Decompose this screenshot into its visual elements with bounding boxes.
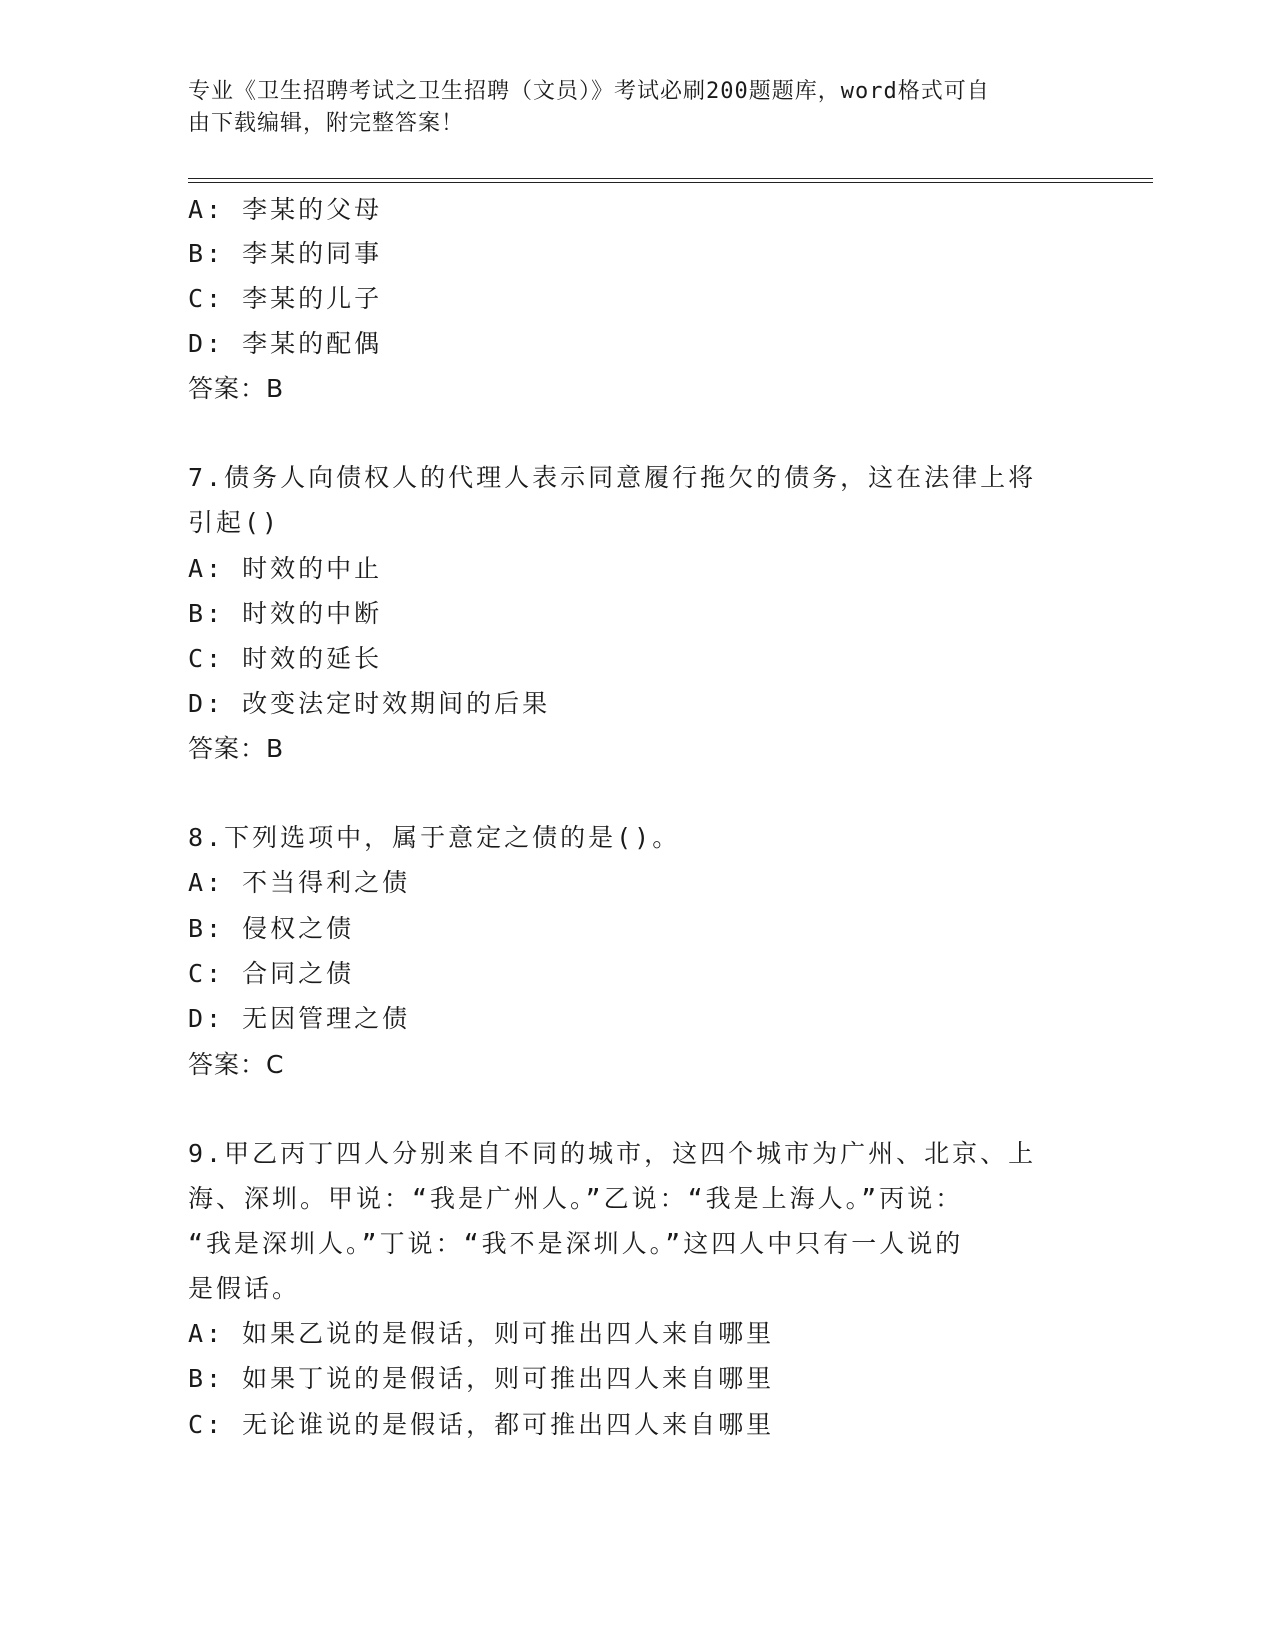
q8-answer: 答案：C [188,1050,285,1079]
q7-option-a: A: 时效的中止 [188,554,383,583]
q8-option-a: A: 不当得利之债 [188,868,411,897]
q8-option-c: C: 合同之债 [188,959,355,988]
header-divider-bottom [188,182,1153,183]
q9-stem-line-3: “我是深圳人。”丁说：“我不是深圳人。”这四人中只有一人说的 [188,1229,964,1258]
q6-option-d: D: 李某的配偶 [188,329,383,358]
q7-answer: 答案：B [188,734,285,763]
q7-stem-line-2: 引起() [188,508,281,537]
q6-option-b: B: 李某的同事 [188,239,383,268]
q6-answer: 答案：B [188,374,285,403]
q8-stem: 8.下列选项中，属于意定之债的是()。 [188,823,681,852]
q9-option-c: C: 无论谁说的是假话，都可推出四人来自哪里 [188,1410,775,1439]
q8-option-d: D: 无因管理之债 [188,1004,411,1033]
q6-option-a: A: 李某的父母 [188,195,383,224]
q9-stem-line-4: 是假话。 [188,1274,301,1303]
q8-option-b: B: 侵权之债 [188,914,355,943]
q7-option-c: C: 时效的延长 [188,644,383,673]
document-header [188,76,1068,140]
header-divider-top [188,178,1153,179]
header-line-2: 由下载编辑，附完整答案！ [188,111,465,136]
q7-option-b: B: 时效的中断 [188,599,383,628]
q6-option-c: C: 李某的儿子 [188,284,383,313]
q9-stem-line-2: 海、深圳。甲说：“我是广州人。”乙说：“我是上海人。”丙说： [188,1184,964,1213]
q9-option-a: A: 如果乙说的是假话，则可推出四人来自哪里 [188,1319,775,1348]
q9-stem-line-1: 9.甲乙丙丁四人分别来自不同的城市，这四个城市为广州、北京、上 [188,1139,1037,1168]
q7-option-d: D: 改变法定时效期间的后果 [188,689,551,718]
header-line-1: 专业《卫生招聘考试之卫生招聘（文员）》考试必刷200题题库，word格式可自 [188,79,990,104]
q7-stem-line-1: 7.债务人向债权人的代理人表示同意履行拖欠的债务，这在法律上将 [188,463,1037,492]
q9-option-b: B: 如果丁说的是假话，则可推出四人来自哪里 [188,1364,775,1393]
